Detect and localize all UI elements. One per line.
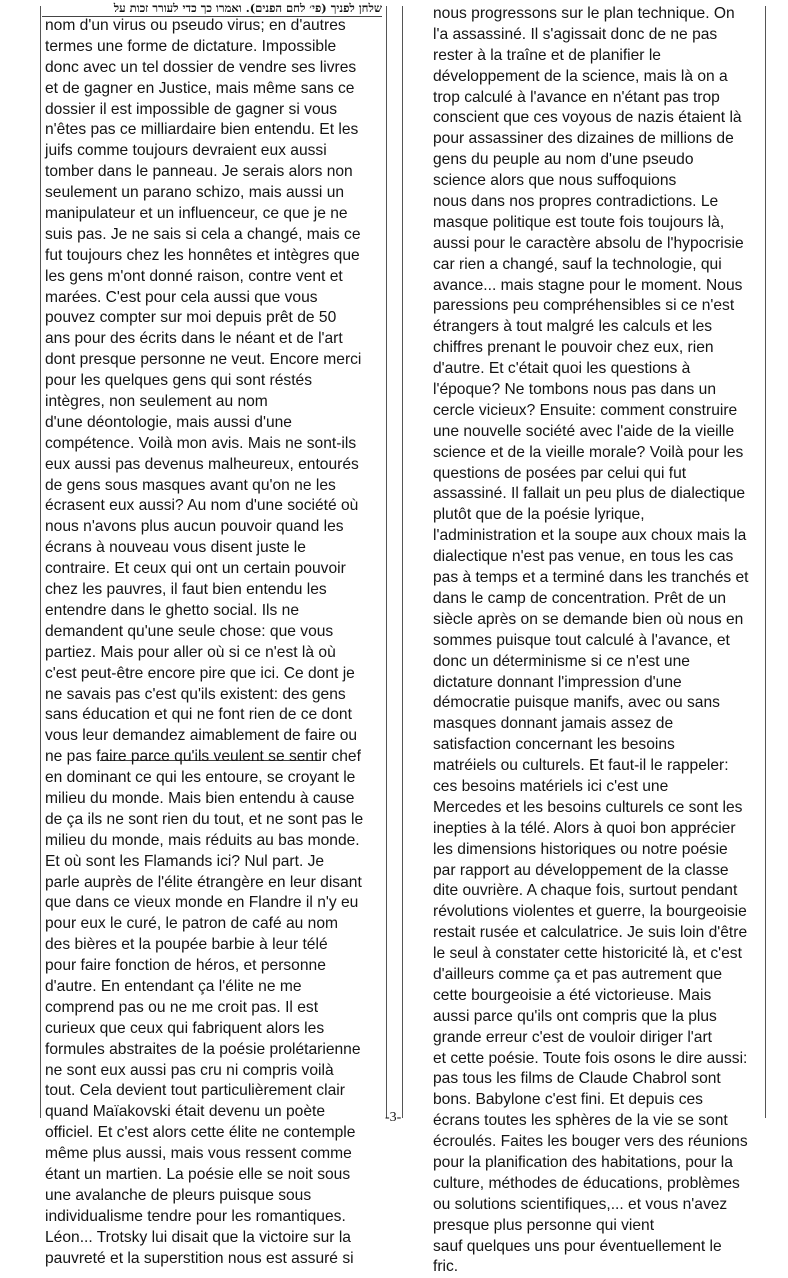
text-line: sans éducation et qui ne font rien de ce dont bbox=[45, 706, 352, 724]
text-line: donc un déterminisme si ce n'est une bbox=[433, 652, 690, 670]
text-line: ou solutions scientifiques,... et vous n'avez bbox=[433, 1195, 728, 1213]
text-line: une avalanche de pleurs puisque sous bbox=[45, 1186, 312, 1204]
text-line: ne savais pas c'est qu'ils existent: des gens bbox=[45, 685, 346, 703]
text-line: satisfaction concernant les besoins bbox=[433, 736, 675, 754]
text-line: démocratie puisque manifs, avec ou sans bbox=[433, 694, 720, 712]
text-line: dont presque personne ne veut. Encore merci bbox=[45, 351, 362, 369]
text-line: aussi pour le caractère absolu de l'hypocrisie bbox=[433, 234, 744, 252]
text-line: étant un martien. La poésie elle se noit sous bbox=[45, 1165, 351, 1183]
text-line: parle auprès de l'élite étrangère en leur disant bbox=[45, 873, 362, 891]
text-line: même plus aussi, mais vous ressent comme bbox=[45, 1145, 352, 1163]
text-line: science et de la vieille morale? Voilà pour les bbox=[433, 443, 744, 461]
right-text-column bbox=[433, 4, 749, 1278]
text-line: pour eux le curé, le patron de café au nom bbox=[45, 915, 338, 933]
text-line: donc avec un tel dossier de vendre ses livres bbox=[45, 58, 357, 76]
text-line: comprend pas ou ne me croit pas. Il est bbox=[45, 998, 319, 1016]
text-line: d'autre. En entendant ça l'élite ne me bbox=[45, 977, 302, 995]
text-line: trop calculé à l'avance en n'étant pas trop bbox=[433, 88, 720, 106]
text-line: aussi parce qu'ils ont compris que la plus bbox=[433, 1007, 717, 1025]
text-line: le seul à constater cette historicité là, et c'est bbox=[433, 945, 742, 963]
text-line: fut toujours chez les honnêtes et intègres que bbox=[45, 246, 360, 264]
text-line: chez les pauvres, il faut bien entendu les bbox=[45, 581, 327, 599]
text-line: curieux que ceux qui fabriquent alors les bbox=[45, 1019, 325, 1037]
text-line: entendre dans le ghetto social. Ils ne bbox=[45, 601, 299, 619]
text-line: matréiels ou culturels. Et faut-il le rappeler: bbox=[433, 757, 729, 775]
text-line: nom d'un virus ou pseudo virus; en d'autres bbox=[45, 17, 346, 34]
text-line: l'a assassiné. Il s'agissait donc de ne pas bbox=[433, 25, 718, 43]
text-line: de ça ils ne sont rien du tout, et ne sont pas le bbox=[45, 810, 364, 828]
text-line: compétence. Voilà mon avis. Mais ne sont-ils bbox=[45, 434, 357, 452]
text-line: milieu du monde, mais réduits au bas monde. bbox=[45, 831, 360, 849]
text-line: l'administration et la soupe aux choux mais la bbox=[433, 527, 747, 545]
text-line: siècle après on se demande bien où nous en bbox=[433, 610, 744, 628]
text-line: sauf quelques uns pour éventuellement le bbox=[433, 1237, 722, 1255]
text-line: conscient que ces voyous de nazis étaient là bbox=[433, 109, 742, 127]
text-line: Et où sont les Flamands ici? Nul part. Je bbox=[45, 852, 325, 870]
text-line: officiel. Et c'est alors cette élite ne contemple bbox=[45, 1124, 356, 1142]
text-line: sommes puisque tout calculé à l'avance, et bbox=[433, 631, 730, 649]
text-line: eux aussi pas devenus malheureux, entourés bbox=[45, 455, 359, 473]
text-line: inepties à la télé. Alors à quoi bon apprécier bbox=[433, 819, 736, 837]
text-line: pour la planification des habitations, pour la bbox=[433, 1153, 733, 1171]
text-line: les gens m'ont donné raison, contre vent et bbox=[45, 267, 343, 285]
text-line: ne pas faire parce qu'ils veulent se sentir chef bbox=[45, 748, 361, 766]
text-line: écroulés. Faites les bouger vers des réunions bbox=[433, 1133, 748, 1151]
text-line: individualisme tendre pour les romantiques. bbox=[45, 1207, 346, 1225]
text-line: culture, méthodes de éducations, problèmes bbox=[433, 1174, 740, 1192]
text-line: d'ailleurs comme ça et pas autrement que bbox=[433, 965, 723, 983]
hebrew-header-line: שלחן לפניך (פי׳ לחם הפנים). ואמרו כך כדי לעורר זכות על bbox=[113, 1, 382, 15]
text-line: presque plus personne qui vient bbox=[433, 1216, 655, 1234]
text-line: partiez. Mais pour aller où si ce n'est là où bbox=[45, 643, 336, 661]
text-line: car rien a changé, sauf la technologie, qui bbox=[433, 255, 722, 273]
text-line: formules abstraites de la poésie prolétarienne bbox=[45, 1040, 361, 1058]
text-line: développement de la science, mais là on a bbox=[433, 67, 728, 85]
text-line: rester à la traîne et de planifier le bbox=[433, 46, 661, 64]
text-line: des bières et la poupée barbie à leur télé bbox=[45, 936, 328, 954]
text-line: ne sont eux aussi pas cru ni compris voilà bbox=[45, 1061, 334, 1079]
text-line: écrans à nouveau vous disent juste le bbox=[45, 539, 306, 557]
text-line: tout. Cela devient tout particulièrement clair bbox=[45, 1082, 345, 1100]
text-line: tomber dans le panneau. Je serais alors non bbox=[45, 163, 353, 181]
text-line: d'une déontologie, mais aussi d'une bbox=[45, 413, 292, 431]
text-line: l'époque? Ne tombons nous pas dans un bbox=[433, 381, 717, 399]
text-line: en dominant ce qui les entoure, se croyant le bbox=[45, 769, 356, 787]
text-line: grande erreur c'est de vouloir diriger l'art bbox=[433, 1028, 712, 1046]
text-line: pas à temps et a terminé dans les tranchés et bbox=[433, 569, 749, 587]
text-line: que dans ce vieux monde en Flandre il n'y eu bbox=[45, 894, 359, 912]
text-line: pour assassiner des dizaines de millions de bbox=[433, 130, 734, 148]
text-line: écrasent eux aussi? Au nom d'une société où bbox=[45, 497, 359, 515]
text-line: une nouvelle société avec l'aide de la vieille bbox=[433, 422, 735, 440]
text-line: pour faire fonction de héros, et personne bbox=[45, 957, 326, 975]
text-line: manipulateur et un influenceur, ce que je ne bbox=[45, 205, 348, 223]
text-line: dite ouvrière. A chaque fois, surtout pendant bbox=[433, 882, 738, 900]
text-line: pauvreté et la superstition nous est assuré si bbox=[45, 1249, 354, 1267]
text-line: science alors que nous suffoquions bbox=[433, 172, 677, 190]
text-line: étrangers à tout malgré les calculs et les bbox=[433, 318, 713, 336]
text-line: Léon... Trotsky lui disait que la victoire sur la bbox=[45, 1228, 351, 1246]
text-line: suis pas. Je ne sais si cela a changé, mais ce bbox=[45, 225, 361, 243]
text-line: et cette poésie. Toute fois osons le dire aussi: bbox=[433, 1049, 748, 1067]
text-line: écrans toutes les sphères de la vie se sont bbox=[433, 1112, 728, 1130]
text-line: plutôt que de la poésie lyrique, bbox=[433, 506, 645, 524]
text-line: Mercedes et les besoins culturels ce sont les bbox=[433, 798, 743, 816]
text-line: demandent qu'une seule chose: que vous bbox=[45, 622, 334, 640]
text-line: par rapport au développement de la classe bbox=[433, 861, 729, 879]
text-line: termes une forme de dictature. Impossible bbox=[45, 37, 337, 55]
text-line: c'est peut-être encore pire que ici. Ce dont je bbox=[45, 664, 355, 682]
text-line: ans pour des écrits dans le néant et de l'art bbox=[45, 330, 343, 348]
text-line: nous dans nos propres contradictions. Le bbox=[433, 193, 719, 211]
text-line: chiffres prenant le pouvoir chez eux, rien bbox=[433, 339, 714, 357]
text-line: marées. C'est pour cela aussi que vous bbox=[45, 288, 318, 306]
text-line: cette bourgeoisie a été victorieuse. Mais bbox=[433, 986, 712, 1004]
text-line: pas tous les films de Claude Chabrol sont bbox=[433, 1070, 721, 1088]
text-line: quand Maïakovski était devenu un poète bbox=[45, 1103, 326, 1121]
text-line: d'autre. Et c'était quoi les questions à bbox=[433, 360, 691, 378]
text-line: vous leur demandez aimablement de faire ou bbox=[45, 727, 358, 745]
text-line: paressions peu compréhensibles si ce n'est bbox=[433, 297, 735, 315]
text-line: intègres, non seulement au nom bbox=[45, 393, 268, 411]
text-line: bons. Babylone c'est fini. Et depuis ces bbox=[433, 1091, 703, 1109]
text-line: dictature donnant l'impression d'une bbox=[433, 673, 682, 691]
text-line: masques donnant jamais assez de bbox=[433, 715, 674, 733]
text-line: restait rusée et calculatrice. Je suis loin d'être bbox=[433, 924, 748, 942]
page-number: -3- bbox=[385, 1110, 402, 1125]
text-line: masque politique est toute fois toujours là, bbox=[433, 213, 725, 231]
text-line: nous progressons sur le plan technique. On bbox=[433, 5, 735, 22]
text-line: juifs comme toujours devraient eux aussi bbox=[45, 142, 327, 160]
text-line: seulement un parano schizo, mais aussi un bbox=[45, 184, 345, 202]
text-line: pour les quelques gens qui sont réstés bbox=[45, 372, 312, 390]
text-line: questions de posées par celui qui fut bbox=[433, 464, 687, 482]
text-line: pouvez compter sur moi depuis prêt de 50 bbox=[45, 309, 337, 327]
text-line: milieu du monde. Mais bien entendu à cause bbox=[45, 789, 355, 807]
text-line: nous n'avons plus aucun pouvoir quand les bbox=[45, 518, 344, 536]
text-line: assassiné. Il fallait un peu plus de dialectique bbox=[433, 485, 746, 503]
text-line: de gens sous masques avant qu'on ne les bbox=[45, 476, 336, 494]
text-line: dossier il est impossible de gagner si vous bbox=[45, 100, 338, 118]
text-line: dans le camp de concentration. Prêt de un bbox=[433, 589, 726, 607]
text-line: cercle vicieux? Ensuite: comment construire bbox=[433, 401, 738, 419]
text-line: contraire. Et ceux qui ont un certain pouvoir bbox=[45, 560, 346, 578]
text-line: avance... mais stagne pour le moment. Nous bbox=[433, 276, 743, 294]
text-line: dialectique n'est pas venue, en tous les cas bbox=[433, 548, 734, 566]
text-line: fric. bbox=[433, 1258, 459, 1276]
text-line: n'êtes pas ce milliardaire bien entendu. Et les bbox=[45, 121, 359, 139]
text-line: et de gagner en Justice, mais même sans ce bbox=[45, 79, 355, 97]
text-line: révolutions violentes et guerre, la bourgeoisie bbox=[433, 903, 747, 921]
left-text-column bbox=[45, 16, 363, 1269]
text-line: les dimensions historiques ou notre poésie bbox=[433, 840, 728, 858]
text-line: ces besoins matériels ici c'est une bbox=[433, 777, 669, 795]
text-line: gens du peuple au nom d'une pseudo bbox=[433, 151, 694, 169]
